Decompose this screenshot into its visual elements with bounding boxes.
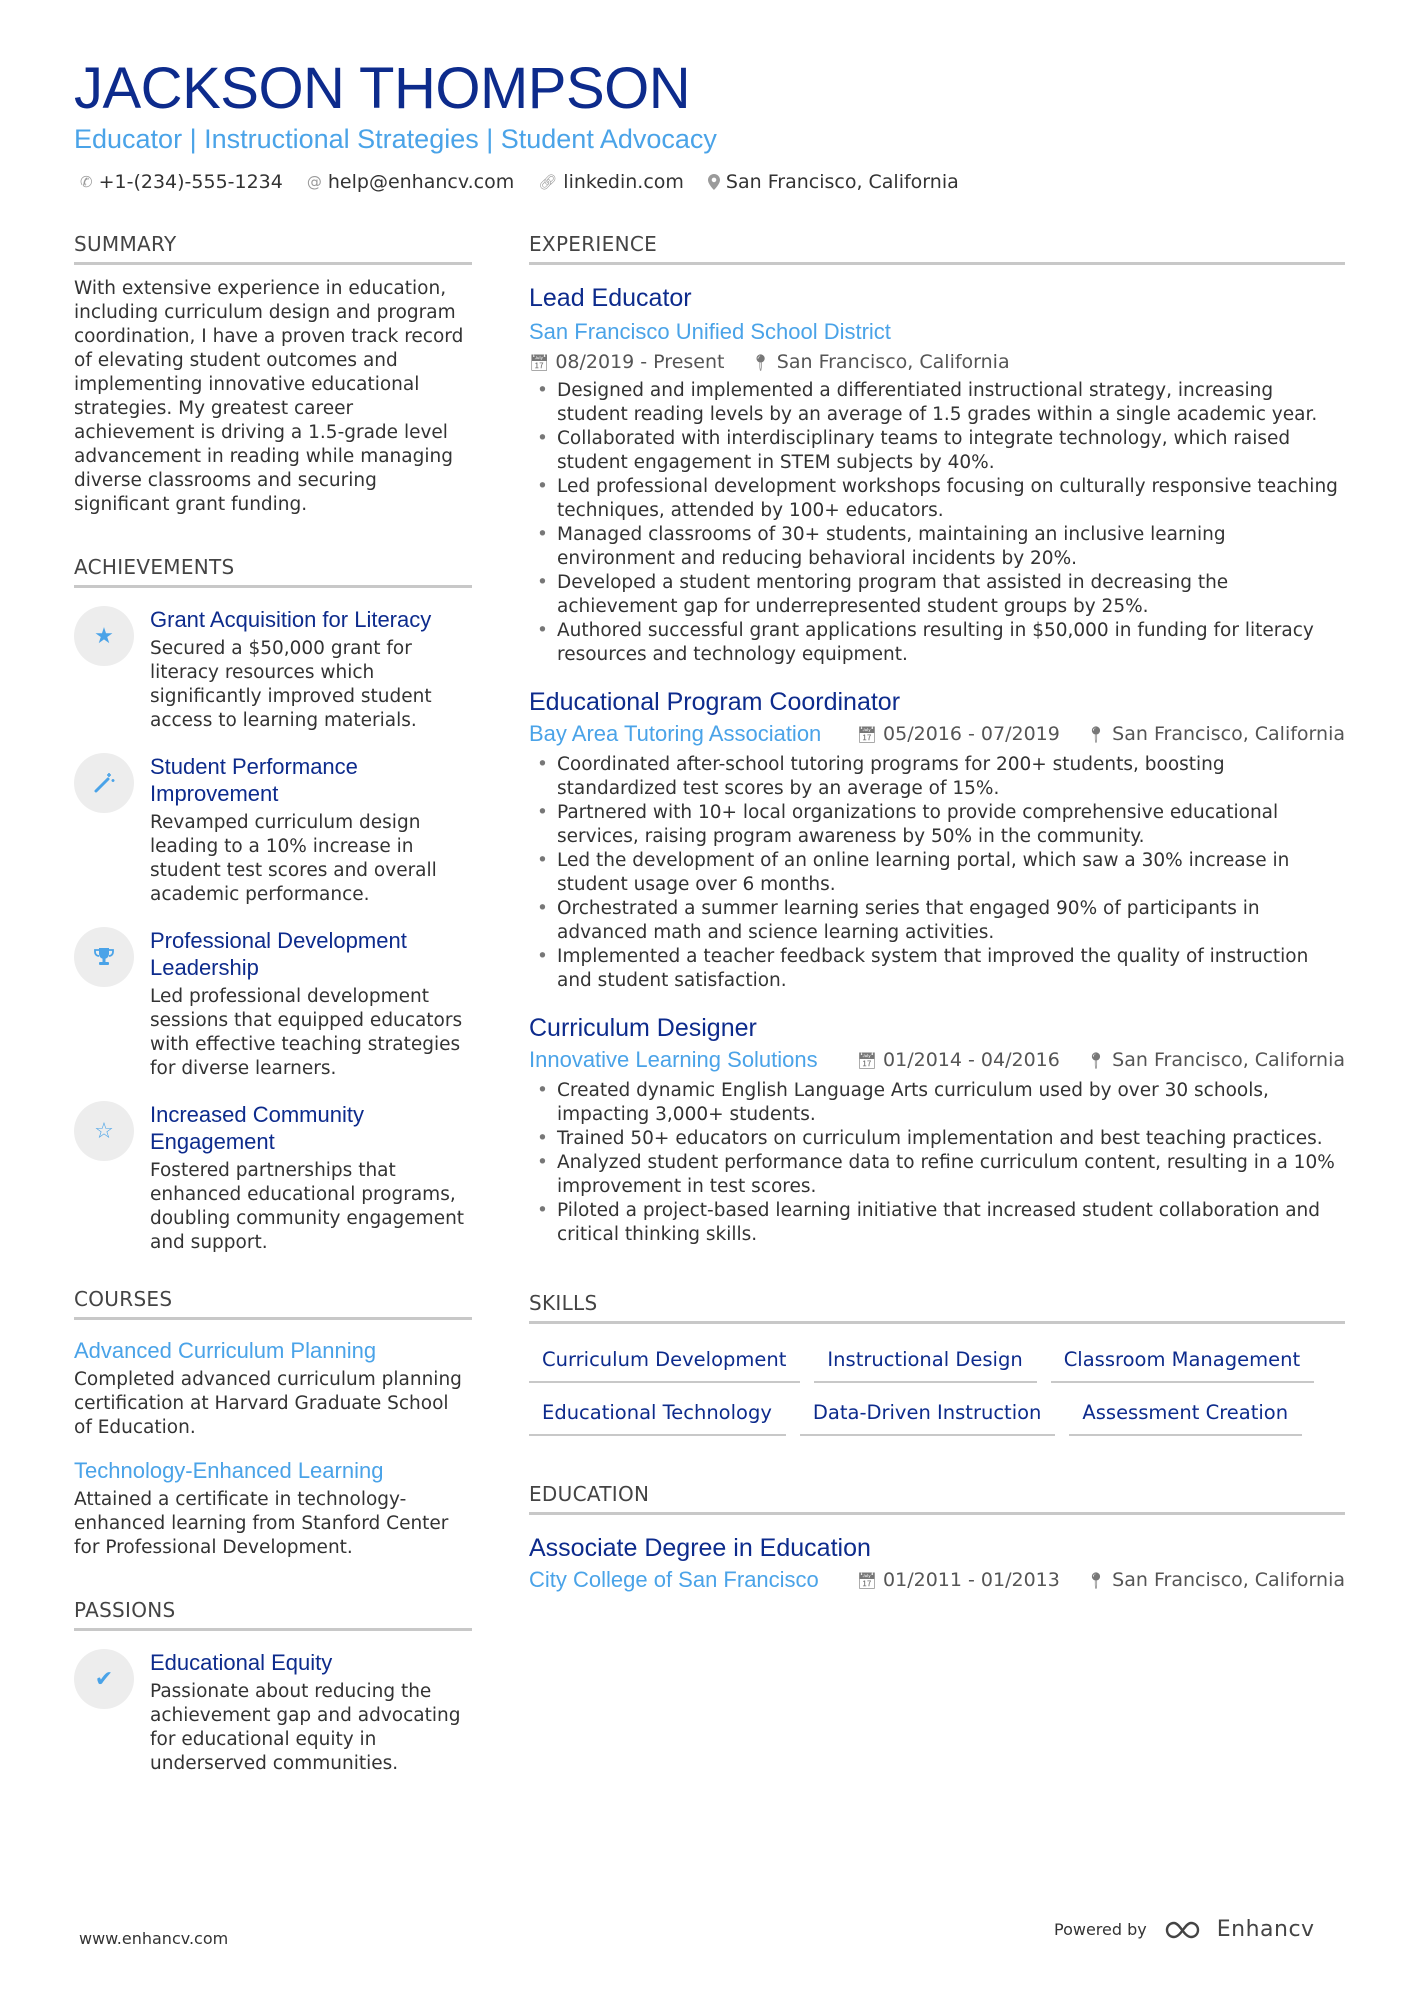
bullet-item: • Analyzed student performance data to refine curriculum content, resulting in a 10% improvement in test scores.: [529, 1151, 1345, 1199]
bullet-item: • Trained 50+ educators on curriculum implementation and best teaching practices.: [529, 1127, 1345, 1151]
skill-tag: Educational Technology: [529, 1401, 786, 1436]
enhancv-logo[interactable]: [1163, 1917, 1315, 1942]
achievement-title: Student Performance Improvement: [150, 754, 358, 806]
job-title: Curriculum Designer: [529, 1014, 757, 1042]
section-title-courses: COURSES: [74, 1287, 472, 1320]
left-column: [74, 232, 472, 1796]
phone-text: +1-(234)-555-1234: [98, 171, 283, 193]
course-desc: Completed advanced curriculum planning certification at Harvard Graduate School of Education.: [74, 1369, 462, 1438]
location-pin-icon: 📍︎: [750, 353, 771, 372]
achievement-item: [74, 1101, 472, 1255]
skills-list: [529, 1348, 1345, 1436]
education-location-text: San Francisco, California: [1112, 1569, 1345, 1591]
education-dates: [857, 1569, 1060, 1591]
achievement-item: [74, 927, 472, 1081]
degree-title: Associate Degree in Education: [529, 1534, 871, 1562]
enhancv-logo-icon: [1163, 1918, 1209, 1942]
passion-title: Educational Equity: [150, 1650, 333, 1675]
footer-branding: [1054, 1917, 1315, 1942]
course-title: Advanced Curriculum Planning: [74, 1338, 377, 1363]
job-dates-text: 08/2019 - Present: [555, 351, 725, 373]
magic-wand-icon: [74, 753, 134, 813]
bullet-item: • Implemented a teacher feedback system that improved the quality of instruction and student satisfaction.: [529, 945, 1345, 993]
bullet-item: • Developed a student mentoring program that assisted in decreasing the achievement gap for underrepresented student groups by 25%.: [529, 571, 1345, 619]
trophy-icon: [74, 927, 134, 987]
job-location-text: San Francisco, California: [1112, 723, 1345, 745]
job-bullets: [529, 379, 1345, 667]
job-subheader: [529, 1047, 1345, 1073]
location-pin-icon: [708, 174, 720, 190]
job-location-text: San Francisco, California: [776, 351, 1010, 373]
linkedin-text[interactable]: linkedin.com: [563, 171, 684, 193]
job-location: [1086, 723, 1345, 745]
candidate-name: JACKSON THOMPSON: [74, 56, 691, 121]
skill-tag: Classroom Management: [1051, 1348, 1314, 1383]
job-bullets: [529, 1079, 1345, 1247]
contact-email[interactable]: [307, 171, 514, 193]
summary-text: With extensive experience in education, including curriculum design and program coordination, I have a proven track record of elevating student outcomes and implementing innovative educational strategies. My greatest career achievement is driving a 1.5-grade level advancement in reading while managing diverse classrooms and securing significant grant funding.: [74, 278, 464, 515]
location-pin-icon: 📍︎: [1085, 725, 1107, 744]
bullet-item: • Led the development of an online learning portal, which saw a 30% increase in student usage over 6 months.: [529, 849, 1345, 897]
section-title-skills: SKILLS: [529, 1291, 1345, 1324]
powered-by-text: Powered by: [1054, 1920, 1147, 1939]
course-item: [74, 1338, 472, 1440]
skill-tag: Assessment Creation: [1069, 1401, 1302, 1436]
job-location-text: San Francisco, California: [1112, 1049, 1345, 1071]
section-title-education: EDUCATION: [529, 1482, 1345, 1515]
passion-item: [74, 1649, 472, 1776]
job-title: Educational Program Coordinator: [529, 688, 901, 716]
star-icon: ★: [74, 606, 134, 666]
job-title: Lead Educator: [529, 284, 692, 312]
job-location: [750, 351, 1009, 373]
location-text: San Francisco, California: [725, 171, 959, 193]
job-meta: [529, 351, 1345, 373]
check-icon: ✔: [74, 1649, 134, 1709]
achievement-title: Professional Development Leadership: [150, 928, 407, 980]
headline: Educator | Instructional Strategies | Student Advocacy: [74, 124, 717, 154]
school-name: City College of San Francisco: [529, 1567, 819, 1592]
location-pin-icon: 📍︎: [1085, 1571, 1107, 1590]
passions-list: [74, 1649, 472, 1776]
bullet-item: • Led professional development workshops focusing on culturally responsive teaching techniques, attended by 100+ educators.: [529, 475, 1345, 523]
skill-tag: Instructional Design: [814, 1348, 1036, 1383]
skill-tag: Data-Driven Instruction: [800, 1401, 1056, 1436]
job-location: [1086, 1049, 1345, 1071]
job-dates: [529, 351, 724, 373]
bullet-item: • Collaborated with interdisciplinary teams to integrate technology, which raised student engagement in STEM subjects by 40%.: [529, 427, 1345, 475]
job-dates: [857, 723, 1060, 745]
achievement-desc: Secured a $50,000 grant for literacy resources which significantly improved student access to learning materials.: [150, 638, 432, 731]
experience-item: [529, 283, 1345, 667]
education-location: [1086, 1569, 1345, 1591]
section-title-achievements: ACHIEVEMENTS: [74, 555, 472, 588]
achievement-title: Grant Acquisition for Literacy: [150, 607, 432, 632]
job-bullets: [529, 753, 1345, 993]
right-column: [529, 232, 1345, 1593]
bullet-item: • Created dynamic English Language Arts curriculum used by over 30 schools, impacting 3,000+ students.: [529, 1079, 1345, 1127]
job-meta: [857, 1049, 1345, 1071]
course-title: Technology-Enhanced Learning: [74, 1458, 384, 1483]
section-title-experience: EXPERIENCE: [529, 232, 1345, 265]
achievement-desc: Led professional development sessions that equipped educators with effective teaching strategies for diverse learners.: [150, 986, 463, 1079]
education-meta: [857, 1569, 1345, 1591]
location-pin-icon: 📍︎: [1085, 1051, 1107, 1070]
bullet-item: • Designed and implemented a differentiated instructional strategy, increasing student reading levels by an average of 1.5 grades within a single academic year.: [529, 379, 1345, 427]
course-item: [74, 1458, 472, 1560]
bullet-item: • Coordinated after-school tutoring programs for 200+ students, boosting standardized test scores by an average of 15%.: [529, 753, 1345, 801]
achievement-desc: Fostered partnerships that enhanced educational programs, doubling community engagement and support.: [150, 1160, 465, 1253]
contact-phone: [80, 171, 283, 193]
job-company: Innovative Learning Solutions: [529, 1047, 818, 1072]
calendar-icon: 📅︎: [529, 353, 550, 372]
job-meta: [857, 723, 1345, 745]
achievement-item: [74, 606, 472, 733]
course-desc: Attained a certificate in technology-enhanced learning from Stanford Center for Professional Development.: [74, 1489, 449, 1558]
phone-icon: ✆: [80, 173, 93, 191]
job-company: Bay Area Tutoring Association: [529, 721, 822, 746]
calendar-icon: 📅︎: [856, 1571, 878, 1590]
star-outline-icon: ☆: [74, 1101, 134, 1161]
link-icon: 🔗︎: [538, 173, 558, 191]
achievement-desc: Revamped curriculum design leading to a 10% increase in student test scores and overall academic performance.: [150, 812, 437, 905]
education-subheader: [529, 1567, 1345, 1593]
at-icon: @: [306, 173, 322, 191]
skill-tag: Curriculum Development: [529, 1348, 800, 1383]
achievement-title: Increased Community Engagement: [150, 1102, 364, 1154]
job-subheader: [529, 721, 1345, 747]
bullet-item: • Piloted a project-based learning initiative that increased student collaboration and critical thinking skills.: [529, 1199, 1345, 1247]
education-dates-text: 01/2011 - 01/2013: [883, 1569, 1060, 1591]
job-dates: [857, 1049, 1060, 1071]
bullet-item: • Authored successful grant applications resulting in $50,000 in funding for literacy resources and technology equipment.: [529, 619, 1345, 667]
calendar-icon: 📅︎: [856, 725, 878, 744]
education-item: [529, 1533, 1345, 1593]
achievement-item: [74, 753, 472, 907]
section-title-summary: SUMMARY: [74, 232, 472, 265]
brand-name: Enhancv: [1216, 1917, 1315, 1942]
contact-location: [708, 171, 959, 193]
bullet-item: • Managed classrooms of 30+ students, maintaining an inclusive learning environment and reducing behavioral incidents by 20%.: [529, 523, 1345, 571]
contact-bar: [80, 171, 959, 193]
bullet-item: • Partnered with 10+ local organizations to provide comprehensive educational services, raising program awareness by 50% in the community.: [529, 801, 1345, 849]
contact-linkedin[interactable]: [538, 171, 684, 193]
job-dates-text: 05/2016 - 07/2019: [883, 723, 1060, 745]
section-title-passions: PASSIONS: [74, 1598, 472, 1631]
passion-desc: Passionate about reducing the achievement gap and advocating for educational equity in underserved communities.: [150, 1681, 461, 1774]
bullet-item: • Orchestrated a summer learning series that engaged 90% of participants in advanced math and science learning activities.: [529, 897, 1345, 945]
email-text[interactable]: help@enhancv.com: [327, 171, 515, 193]
footer-website[interactable]: www.enhancv.com: [79, 1929, 229, 1948]
experience-item: [529, 687, 1345, 993]
calendar-icon: 📅︎: [856, 1051, 878, 1070]
job-company: San Francisco Unified School District: [529, 319, 891, 344]
experience-item: [529, 1013, 1345, 1247]
achievements-list: [74, 606, 472, 1255]
job-dates-text: 01/2014 - 04/2016: [883, 1049, 1060, 1071]
